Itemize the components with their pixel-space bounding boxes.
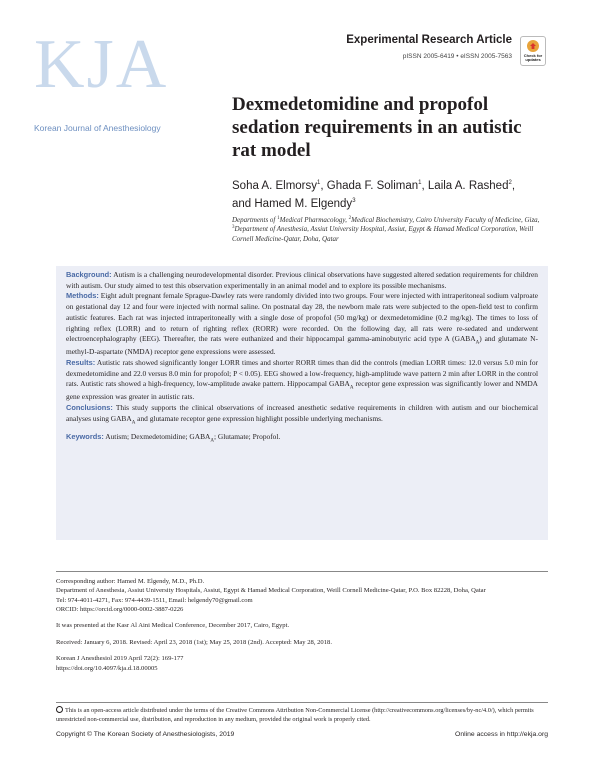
- journal-name: Korean Journal of Anesthesiology: [34, 123, 161, 133]
- author-name: , Ghada F. Soliman: [320, 180, 419, 192]
- corresponding-author: Corresponding author: Hamed M. Elgendy, M.D., Ph.D.: [56, 578, 205, 585]
- author-affil-mark: 1: [317, 180, 321, 186]
- affiliations: [232, 216, 550, 244]
- keywords-text: Autism; Dexmedetomidine; GABA: [105, 432, 211, 442]
- subscript: A: [475, 340, 480, 346]
- keywords-text: ; Glutamate; Propofol.: [213, 432, 281, 442]
- article-footnotes: [56, 577, 548, 673]
- copyright: Copyright © The Korean Society of Anesthesiologists, 2019: [56, 731, 235, 738]
- affil-mark: 2: [348, 216, 352, 221]
- affil-mark: 3: [232, 225, 235, 231]
- author-contact: Tel: 974-4011-4271, Fax: 974-4439-1511, Email: helgendy70@gmail.com: [56, 596, 253, 604]
- doi-link[interactable]: https://doi.org/10.4097/kja.d.18.00005: [56, 664, 158, 672]
- affiliation-text: Medical Biochemistry, Cairo University Faculty of Medicine, Giza,: [351, 216, 540, 224]
- license-notice: [56, 706, 548, 725]
- section-text: and glutamate receptor gene expression highlight possible underlying mechanisms.: [135, 413, 383, 423]
- check-for-updates-label: Check for updates: [523, 53, 543, 63]
- author-separator: ,: [511, 180, 516, 192]
- divider: [56, 702, 548, 703]
- journal-logo: [34, 26, 234, 103]
- affil-mark: 1: [277, 216, 280, 221]
- section-text: Autistic rats showed significantly longer LORR times and shorter RORR times than did the controls (median LORR times: 12.0 versus 5.0 min for dexmedetomidine and 22.0 versus 8.0 min for propofol; P < 0.05). EEG showed a low-frequency, high-amplitude wave pattern 2 min after LORR in the control rats. Autistic rats showed a high-frequency, low-amplitude awake pattern. Hippocampal GABA: [66, 357, 538, 389]
- author-name: Soha A. Elmorsy: [232, 180, 318, 192]
- divider: [56, 571, 548, 572]
- author-affil-mark: 1: [418, 180, 422, 186]
- issn: pISSN 2005-6419 • eISSN 2005-7563: [402, 53, 512, 60]
- subscript: A: [131, 419, 136, 425]
- affiliation-text: Medical Pharmacology,: [279, 216, 349, 224]
- abstract-methods: [66, 291, 538, 357]
- article-dates: Received: January 6, 2018. Revised: April 23, 2018 (1st); May 25, 2018 (2nd). Accepted: May 28, 2018.: [56, 638, 332, 646]
- page-footer: [56, 731, 548, 738]
- logo-text: KJA: [34, 26, 169, 103]
- section-text: Autism is a challenging neurodevelopmental disorder. Previous clinical observations have suggested altered sedation requirements for children with autism. Our study aimed to test this observation experimentally in an animal model and to explore its possible mechanisms.: [66, 270, 538, 290]
- author-list: [232, 178, 532, 214]
- author-address: Department of Anesthesia, Assiut University Hospitals, Assiut, Egypt & Hamad Medical Corporation, Weill Cornell Medicine-Qatar, P.O. Box 82228, Doha, Qatar: [56, 587, 486, 595]
- section-text: This study supports the clinical observations of increased anesthetic sedative requirements in children with autism and our biochemical analyses using GABA: [66, 402, 538, 423]
- affiliation-prefix: Departments of: [232, 216, 278, 224]
- open-access-icon: [56, 706, 63, 713]
- section-heading: Results:: [66, 357, 96, 367]
- abstract-box: [56, 266, 548, 540]
- section-text: ) and glutamate N-methyl-D-aspartate (NMDA) receptor gene expressions were assessed.: [66, 334, 538, 357]
- article-type: Experimental Research Article: [346, 34, 512, 46]
- abstract-background: [66, 270, 538, 291]
- author-name: and Hamed M. Elgendy: [232, 197, 353, 210]
- keywords: [66, 432, 538, 445]
- license-text: This is an open-access article distributed under the terms of the Creative Commons Attribution Non-Commercial License (http://creativecommons.org/licenses/by-nc/4.0/), which permits unrestricted non-commercial use, distribution, and reproduction in any medium, provided the original work is properly cited.: [56, 707, 534, 723]
- presentation-note: It was presented at the Kasr Al Aini Medical Conference, December 2017, Cairo, Egypt.: [56, 622, 290, 630]
- author-affil-mark: 3: [352, 197, 356, 204]
- section-heading: Methods:: [66, 291, 99, 301]
- section-text: Eight adult pregnant female Sprague-Dawley rats were randomly divided into two groups. Four were injected with intraperitoneal sodium valproate on gestational day 12 and four were injected with normal saline. On postnatal day 28, the newborn male rats were subjected to the open-field test to confirm autistic features. Each rat was injected intraperitoneally with a single dose of propofol (50 mg/kg) or dexmedetomidine (0.2 mg/kg). The times to loss of righting reflex (LORR) and to return of righting reflex (RORR) were recorded. On the following day, all rats were re-sedated and underwent electroencephalography (EEG). Thereafter, the rats were euthanized and their hippocampal gamma-aminobutyric acid type A (GABA: [66, 291, 538, 344]
- orcid-link[interactable]: ORCID: https://orcid.org/0000-0002-3887-0226: [56, 606, 184, 614]
- author-name: , Laila A. Rashed: [421, 180, 509, 192]
- subscript: A: [210, 438, 214, 444]
- section-text: receptor gene expression was significantly lower and NMDA gene expression was greater in autistic rats.: [66, 379, 538, 402]
- abstract-results: [66, 358, 538, 403]
- subscript: A: [349, 385, 354, 391]
- author-affil-mark: 2: [508, 180, 512, 186]
- affiliation-text: Department of Anesthesia, Assiut University Hospital, Assiut, Egypt & Hamad Medical Corporation, Weill Cornell Medicine-Qatar, Doha, Qatar: [232, 225, 534, 243]
- check-for-updates-badge[interactable]: [520, 36, 546, 66]
- keywords-heading: Keywords:: [66, 432, 104, 442]
- abstract-conclusions: [66, 403, 538, 426]
- article-title: Dexmedetomidine and propofol sedation requirements in an autistic rat model: [232, 94, 522, 162]
- section-heading: Conclusions:: [66, 402, 113, 412]
- online-access-link[interactable]: Online access in http://ekja.org: [455, 731, 548, 738]
- citation: Korean J Anesthesiol 2019 April 72(2): 169-177: [56, 655, 184, 663]
- update-ribbon-icon: [526, 39, 540, 53]
- section-heading: Background:: [66, 270, 112, 279]
